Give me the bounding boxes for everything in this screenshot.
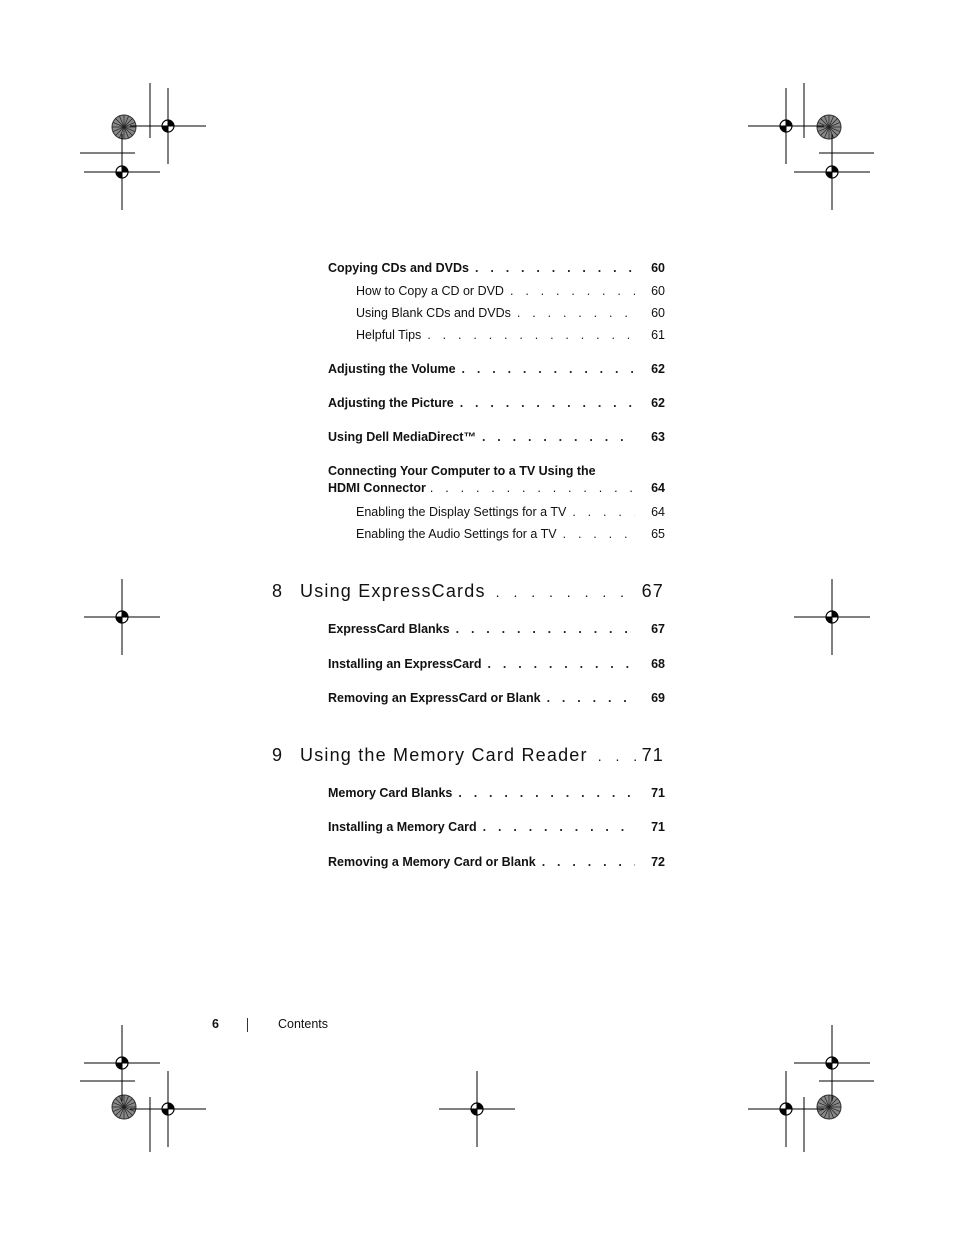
dot-leader xyxy=(456,621,635,637)
toc-entry-adjusting-volume[interactable] xyxy=(328,361,665,377)
chapter-heading-9[interactable] xyxy=(272,744,664,767)
toc-entry[interactable] xyxy=(328,819,665,835)
dot-leader xyxy=(563,526,635,542)
entry-page: 61 xyxy=(651,328,665,342)
entry-title: Memory Card Blanks xyxy=(328,786,453,800)
dot-leader xyxy=(542,854,635,870)
entry-title: Installing an ExpressCard xyxy=(328,657,482,671)
dot-leader xyxy=(475,260,635,276)
entry-title: How to Copy a CD or DVD xyxy=(356,284,504,298)
toc-entry-copying-cds[interactable] xyxy=(328,260,665,276)
chapter-title: Using the Memory Card Reader xyxy=(300,745,588,765)
footer-divider xyxy=(247,1018,248,1032)
dot-leader xyxy=(547,690,635,706)
entry-title: Using Dell MediaDirect™ xyxy=(328,430,476,444)
chapter-page: 67 xyxy=(641,581,664,601)
entry-title: HDMI Connector xyxy=(328,481,426,495)
toc-entry[interactable] xyxy=(328,656,665,672)
toc-entry-adjusting-picture[interactable] xyxy=(328,395,665,411)
entry-page: 65 xyxy=(651,527,665,541)
dot-leader xyxy=(482,429,635,445)
chapter-number: 8 xyxy=(272,581,284,601)
dot-leader xyxy=(598,745,636,767)
entry-page: 72 xyxy=(651,855,665,869)
entry-title: ExpressCard Blanks xyxy=(328,622,450,636)
toc-subentry[interactable] xyxy=(356,305,665,321)
entry-page: 68 xyxy=(651,657,665,671)
entry-title: Installing a Memory Card xyxy=(328,820,477,834)
entry-page: 60 xyxy=(651,284,665,298)
entry-title: Adjusting the Picture xyxy=(328,396,454,410)
entry-page: 71 xyxy=(651,786,665,800)
entry-title: Adjusting the Volume xyxy=(328,362,456,376)
entry-page: 60 xyxy=(651,306,665,320)
toc-entry[interactable] xyxy=(328,785,665,801)
dot-leader xyxy=(496,581,636,603)
dot-leader xyxy=(488,656,635,672)
dot-leader xyxy=(458,785,635,801)
dot-leader xyxy=(427,327,635,343)
entry-title: Enabling the Display Settings for a TV xyxy=(356,505,567,519)
dot-leader xyxy=(483,819,635,835)
toc-subentry[interactable] xyxy=(356,283,665,299)
entry-title: Enabling the Audio Settings for a TV xyxy=(356,527,557,541)
chapter-number: 9 xyxy=(272,745,284,765)
toc-entry[interactable] xyxy=(328,621,665,637)
chapter-heading-8[interactable] xyxy=(272,580,664,603)
toc-entry[interactable] xyxy=(328,854,665,870)
dot-leader xyxy=(462,361,635,377)
entry-title: Connecting Your Computer to a TV Using the xyxy=(328,464,596,478)
toc-subentry[interactable] xyxy=(356,504,665,520)
entry-title: Helpful Tips xyxy=(356,328,422,342)
dot-leader xyxy=(572,504,635,520)
entry-page: 60 xyxy=(651,261,665,275)
toc-subentry[interactable] xyxy=(356,526,665,542)
entry-title: Removing a Memory Card or Blank xyxy=(328,855,536,869)
entry-title: Copying CDs and DVDs xyxy=(328,261,469,275)
chapter-title: Using ExpressCards xyxy=(300,581,486,601)
toc-subentry[interactable] xyxy=(356,327,665,343)
entry-page: 64 xyxy=(651,505,665,519)
toc-entry-mediadirect[interactable] xyxy=(328,429,665,445)
dot-leader xyxy=(510,283,635,299)
entry-page: 71 xyxy=(651,820,665,834)
entry-title-line xyxy=(328,480,665,497)
page-number: 6 xyxy=(212,1017,219,1031)
dot-leader xyxy=(430,480,641,497)
entry-page: 67 xyxy=(651,622,665,636)
entry-page: 62 xyxy=(651,362,665,376)
chapter-page: 71 xyxy=(641,745,664,765)
entry-page: 63 xyxy=(651,430,665,444)
toc-entry[interactable] xyxy=(328,690,665,706)
entry-page: 64 xyxy=(651,481,665,495)
dot-leader xyxy=(517,305,635,321)
entry-title: Removing an ExpressCard or Blank xyxy=(328,691,541,705)
dot-leader xyxy=(460,395,635,411)
entry-page: 69 xyxy=(651,691,665,705)
entry-title: Using Blank CDs and DVDs xyxy=(356,306,511,320)
entry-page: 62 xyxy=(651,396,665,410)
entry-title-line xyxy=(328,463,665,480)
toc-entry-connect-tv[interactable] xyxy=(328,463,665,497)
footer-label: Contents xyxy=(278,1017,329,1031)
